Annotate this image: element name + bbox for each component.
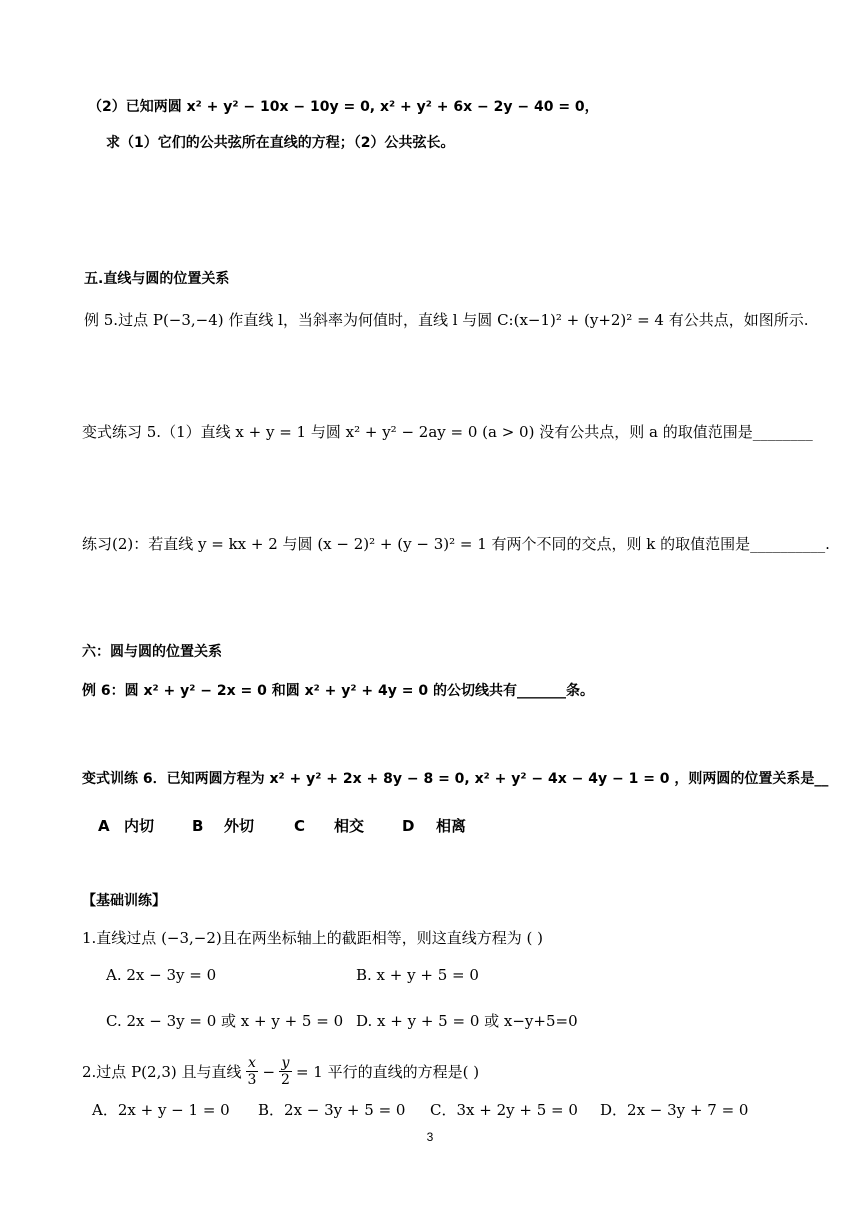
q1-option-b: B. x + y + 5 = 0	[356, 966, 479, 984]
q2-option-b: B．2x − 3y + 5 = 0	[258, 1101, 406, 1119]
option-letter: D	[402, 817, 415, 835]
q1-option-c: C. 2x − 3y = 0 或 x + y + 5 = 0	[106, 1012, 344, 1030]
basic-training-heading: 【基础训练】	[82, 893, 166, 909]
example-5: 例 5.过点 P(−3,−4) 作直线 l，当斜率为何值时，直线 l 与圆 C:(x−1)² + (y+2)² = 4 有公共点，如图所示.	[84, 311, 809, 329]
fraction-numerator: x	[248, 1055, 256, 1071]
minus-sign: −	[262, 1062, 276, 1081]
option-text: 相交	[334, 817, 365, 835]
option-letter: C	[294, 817, 306, 835]
exercise-2: 练习(2)：若直线 y = kx + 2 与圆 (x − 2)² + (y − 3)² = 1 有两个不同的交点，则 k 的取值范围是__________.	[82, 535, 830, 553]
option-letter: A	[98, 817, 110, 835]
q1-option-a: A. 2x − 3y = 0	[106, 966, 217, 984]
page-number: 3	[426, 1130, 434, 1144]
option-letter: B	[192, 817, 204, 835]
option-text: 内切	[124, 817, 155, 835]
q2-prefix: 2.过点 P(2,3) 且与直线	[82, 1062, 242, 1081]
q1-option-d: D. x + y + 5 = 0 或 x−y+5=0	[356, 1012, 578, 1030]
q2-suffix: = 1 平行的直线的方程是( )	[295, 1062, 480, 1081]
fraction-y-over-2	[279, 1055, 292, 1088]
problem-2-line-1: （2）已知两圆 x² + y² − 10x − 10y = 0, x² + y² + 6x − 2y − 40 = 0，	[88, 99, 599, 115]
fraction-denominator: 3	[247, 1072, 257, 1088]
question-1: 1.直线过点 (−3,−2)且在两坐标轴上的截距相等，则这直线方程为 ( )	[82, 929, 544, 947]
section-5-heading: 五.直线与圆的位置关系	[84, 271, 230, 287]
fraction-numerator: y	[281, 1055, 290, 1071]
question-2	[82, 1055, 479, 1088]
problem-2-line-2: 求（1）它们的公共弦所在直线的方程；（2）公共弦长。	[106, 135, 455, 151]
q2-option-a: A．2x + y − 1 = 0	[92, 1101, 230, 1119]
variant-6: 变式训练 6．已知两圆方程为 x² + y² + 2x + 8y − 8 = 0, x² + y² − 4x − 4y − 1 = 0 ，则两圆的位置关系是__	[82, 771, 829, 787]
fraction-denominator: 2	[281, 1072, 290, 1088]
q2-option-d: D．2x − 3y + 7 = 0	[600, 1101, 749, 1119]
example-6: 例 6：圆 x² + y² − 2x = 0 和圆 x² + y² + 4y = 0 的公切线共有_______条。	[82, 683, 594, 699]
fraction-x-over-3	[246, 1055, 259, 1088]
option-text: 相离	[436, 817, 467, 835]
q2-option-c: C．3x + 2y + 5 = 0	[430, 1101, 578, 1119]
option-text: 外切	[224, 817, 255, 835]
variant-5-1: 变式练习 5.（1）直线 x + y = 1 与圆 x² + y² − 2ay = 0 (a > 0) 没有公共点，则 a 的取值范围是________	[82, 423, 813, 441]
section-6-heading: 六：圆与圆的位置关系	[82, 644, 222, 660]
